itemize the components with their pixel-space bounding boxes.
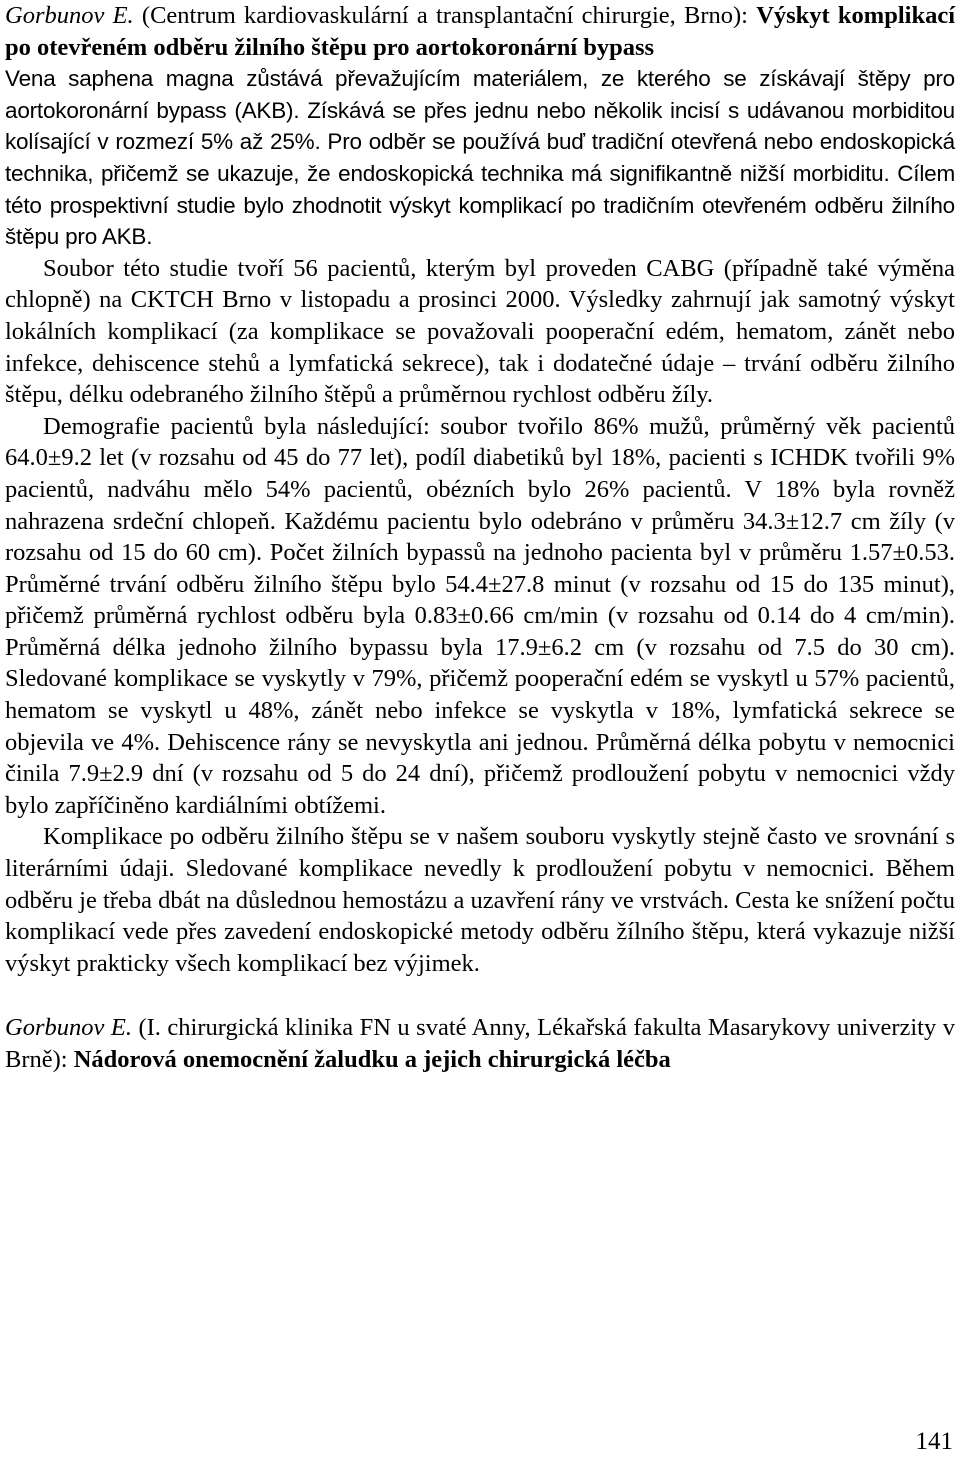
abstract-title: Výskyt komplikací po otevřeném odběru žilního štěpu pro aortokoronární bypass — [5, 2, 956, 61]
author-name: Gorbunov E. — [5, 2, 134, 29]
abstract-title: Nádorová onemocnění žaludku a jejich chirurgická léčba — [73, 1046, 671, 1073]
methods-paragraph: Soubor této studie tvoří 56 pacientů, kterým byl proveden CABG (případně také výměna chlopně) na CKTCH Brno v listopadu a prosinci 2000. Výsledky zahrnují jak samotný výskyt lokálních komplikací (za komplikace se považovali pooperační edém, hematom, zánět nebo infekce, dehiscence stehů a lymfatická sekrece), tak i dodatečné údaje – trvání odběru žilního štěpu, délku odebraného žilního štěpů a průměrnou rychlost odběru žíly. — [5, 254, 955, 409]
abstract-gorbunov-gastric-tumors — [5, 1012, 955, 1075]
page-number: 141 — [915, 1428, 953, 1455]
abstract-header — [5, 0, 955, 63]
author-affiliation: (Centrum kardiovaskulární a transplantační chirurgie, Brno): — [141, 2, 748, 29]
abstract-gorbunov-vein-harvest — [5, 0, 955, 979]
results-paragraph: Demografie pacientů byla následující: soubor tvořilo 86% mužů, průměrný věk pacientů 64.0±9.2 let (v rozsahu od 45 do 77 let), podíl diabetiků byl 18%, pacienti s ICHDK tvořili 9% pacientů, nadváhu mělo 54% pacientů, obézních bylo 26% pacientů. V 18% byla rovněž nahrazena srdeční chlopeň. Každému pacientu bylo odebráno v průměru 34.3±12.7 cm žíly (v rozsahu od 15 do 60 cm). Počet žilních bypassů na jednoho pacienta byl v průměru 1.57±0.53. Průměrné trvání odběru žilního štěpu bylo 54.4±27.8 minut (v rozsahu od 15 do 135 minut), přičemž průměrná rychlost odběru byla 0.83±0.66 cm/min (v rozsahu od 0.14 do 4 cm/min). Průměrná délka jednoho žilního bypassu byla 17.9±6.2 cm (v rozsahu od 7.5 do 30 cm). Sledované komplikace se vyskytly v 79%, přičemž pooperační edém se vyskytl u 57% pacientů, hematom se vyskytl u 48%, zánět nebo infekce se vyskytla v 18%, lymfatická sekrece se objevila ve 4%. Dehiscence rány se nevyskytla ani jednou. Průměrná délka pobytu v nemocnici činila 7.9±2.9 dní (v rozsahu od 5 do 24 dní), přičemž prodloužení pobytu v nemocnici vždy bylo zapříčiněno kardiálními obtížemi. — [5, 412, 955, 819]
conclusion-paragraph: Komplikace po odběru žilního štěpu se v našem souboru vyskytly stejně často ve srovnání s literárními údaji. Sledované komplikace nevedly k prodloužení pobytu v nemocnici. Během odběru je třeba dbát na důslednou hemostázu a uzavření rány ve vrstvách. Cesta ke snížení počtu komplikací vede přes zavedení endoskopické metody odběru žílního štěpu, která vykazuje nižší výskyt prakticky všech komplikací bez výjimek. — [5, 823, 955, 977]
document-page — [5, 0, 955, 1076]
author-name: Gorbunov E. — [5, 1014, 132, 1042]
abstract-header — [5, 1012, 955, 1075]
author-affiliation: (I. chirurgická klinika FN u svaté Anny, Lékařská fakulta Masarykovy univerzity v Brně): — [5, 1014, 955, 1073]
intro-paragraph: Vena saphena magna zůstává převažujícím materiálem, ze kterého se získávají štěpy pro aortokoronární bypass (AKB). Získává se přes jednu nebo několik incisí s udávanou morbiditou kolísající v rozmezí 5% až 25%. Pro odběr se používá buď tradiční otevřená nebo endoskopická technika, přičemž se ukazuje, že endoskopická technika má signifikantně nižší morbiditu. Cílem této prospektivní studie bylo zhodnotit výskyt komplikací po tradičním otevřeném odběru žilního štěpu pro AKB. — [5, 66, 955, 250]
